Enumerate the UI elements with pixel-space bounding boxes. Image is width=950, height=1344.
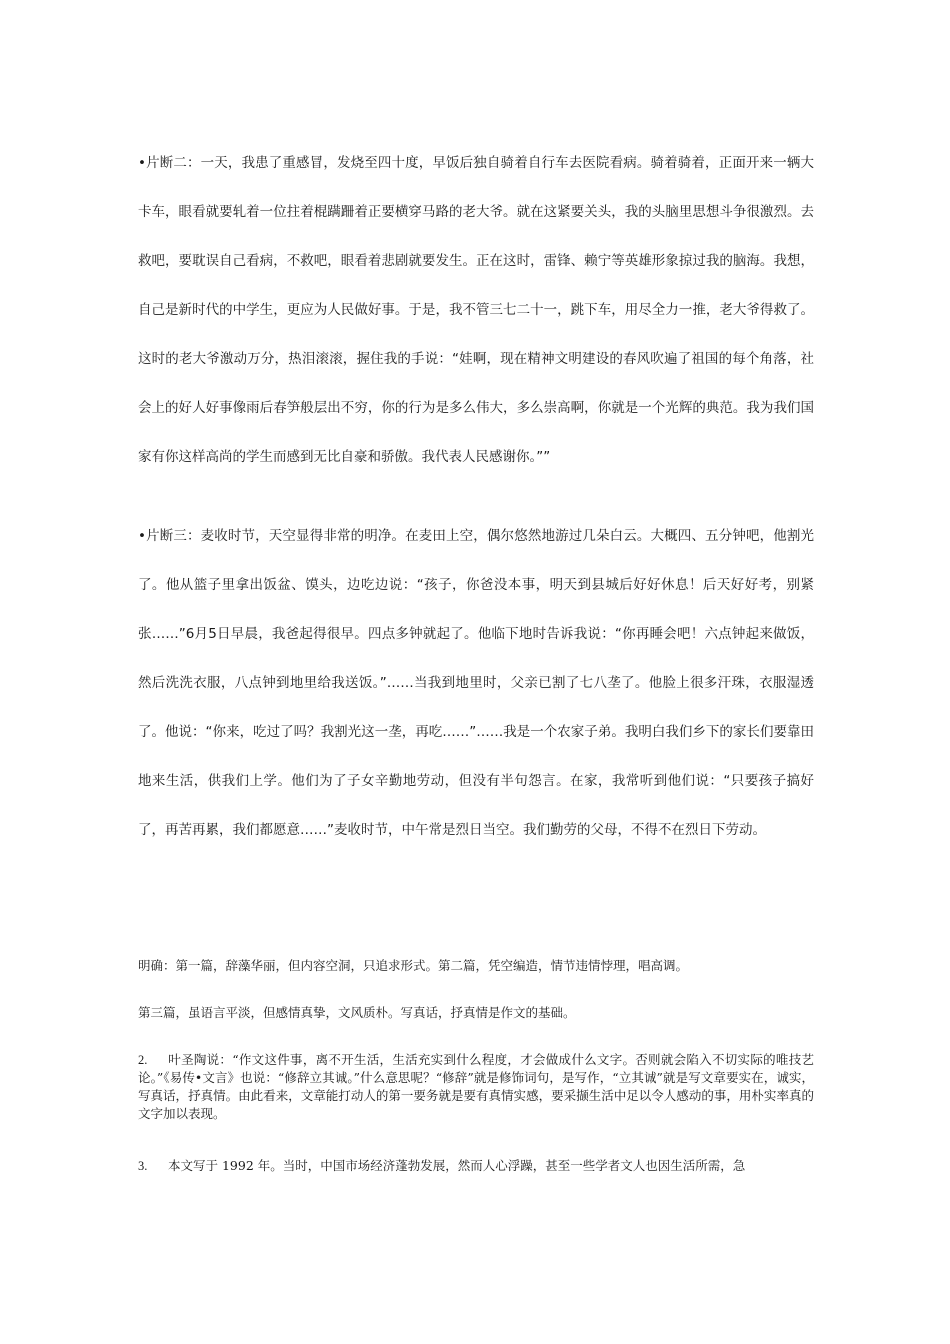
numbered-item-3 xyxy=(138,1157,814,1175)
clarification-line-2: 第三篇，虽语言平淡，但感情真挚，文风质朴。写真话，抒真情是作文的基础。 xyxy=(138,1005,576,1020)
fragment-three-paragraph: •片断三：麦收时节，天空显得非常的明净。在麦田上空，偶尔悠然地游过几朵白云。大概四、五分钟吧，他割光了。他从篮子里拿出饭盆、馍头，边吃边说：“孩子，你爸没本事，明天到县城后好好休息！后天好好考，别紧张……”6月5日早晨，我爸起得很早。四点多钟就起了。他临下地时告诉我说：“你再睡会吧！六点钟起来做饭，然后洗洗衣服，八点钟到地里给我送饭。”……当我到地里时，父亲已割了七八垄了。他脸上很多汗珠，衣服湿透了。他说：“你来，吃过了吗？我割光这一垄，再吃……”……我是一个农家子弟。我明白我们乡下的家长们要靠田地来生活，供我们上学。他们为了子女辛勤地劳动，但没有半句怨言。在家，我常听到他们说：“只要孩子搞好了，再苦再累，我们都愿意……”麦收时节，中午常是烈日当空。我们勤劳的父母，不得不在烈日下劳动。 xyxy=(138,528,814,838)
clarification-line-1: 明确：第一篇，辞藻华丽，但内容空洞，只追求形式。第二篇，凭空编造，情节违情悖理，唱高调。 xyxy=(138,958,689,973)
item-number: 3. xyxy=(138,1159,148,1173)
item-number: 2. xyxy=(138,1053,148,1067)
fragment-two-paragraph: •片断二：一天，我患了重感冒，发烧至四十度，早饭后独自骑着自行车去医院看病。骑着骑着，正面开来一辆大卡车，眼看就要轧着一位拄着棍蹒跚着正要横穿马路的老大爷。就在这紧要关头，我的头脑里思想斗争很激烈。去救吧，要耽误自己看病，不救吧，眼看着悲剧就要发生。正在这时，雷锋、赖宁等英雄形象掠过我的脑海。我想，自己是新时代的中学生，更应为人民做好事。于是，我不管三七二十一，跳下车，用尽全力一推，老大爷得救了。这时的老大爷激动万分，热泪滚滚，握住我的手说：“娃啊，现在精神文明建设的春风吹遍了祖国的每个角落，社会上的好人好事像雨后春笋般层出不穷，你的行为是多么伟大，多么崇高啊，你就是一个光辉的典范。我为我们国家有你这样高尚的学生而感到无比自豪和骄傲。我代表人民感谢你。”” xyxy=(138,155,814,465)
item-text: 叶圣陶说：“作文这件事，离不开生活，生活充实到什么程度，才会做成什么文字。否则就会陷入不切实际的唯技艺论。”《易传•文言》也说：“修辞立其诚。”什么意思呢？“修辞”就是修饰词句，是写作，“立其诚”就是写文章要实在，诚实，写真话，抒真情。由此看来，文章能打动人的第一要务就是要有真情实感，要采撷生活中足以令人感动的事，用朴实率真的文字加以表现。 xyxy=(138,1052,814,1121)
item-text: 本文写于 1992 年。当时，中国市场经济蓬勃发展，然而人心浮躁，甚至一些学者文人也因生活所需，急 xyxy=(168,1158,746,1173)
numbered-item-2 xyxy=(138,1051,814,1123)
